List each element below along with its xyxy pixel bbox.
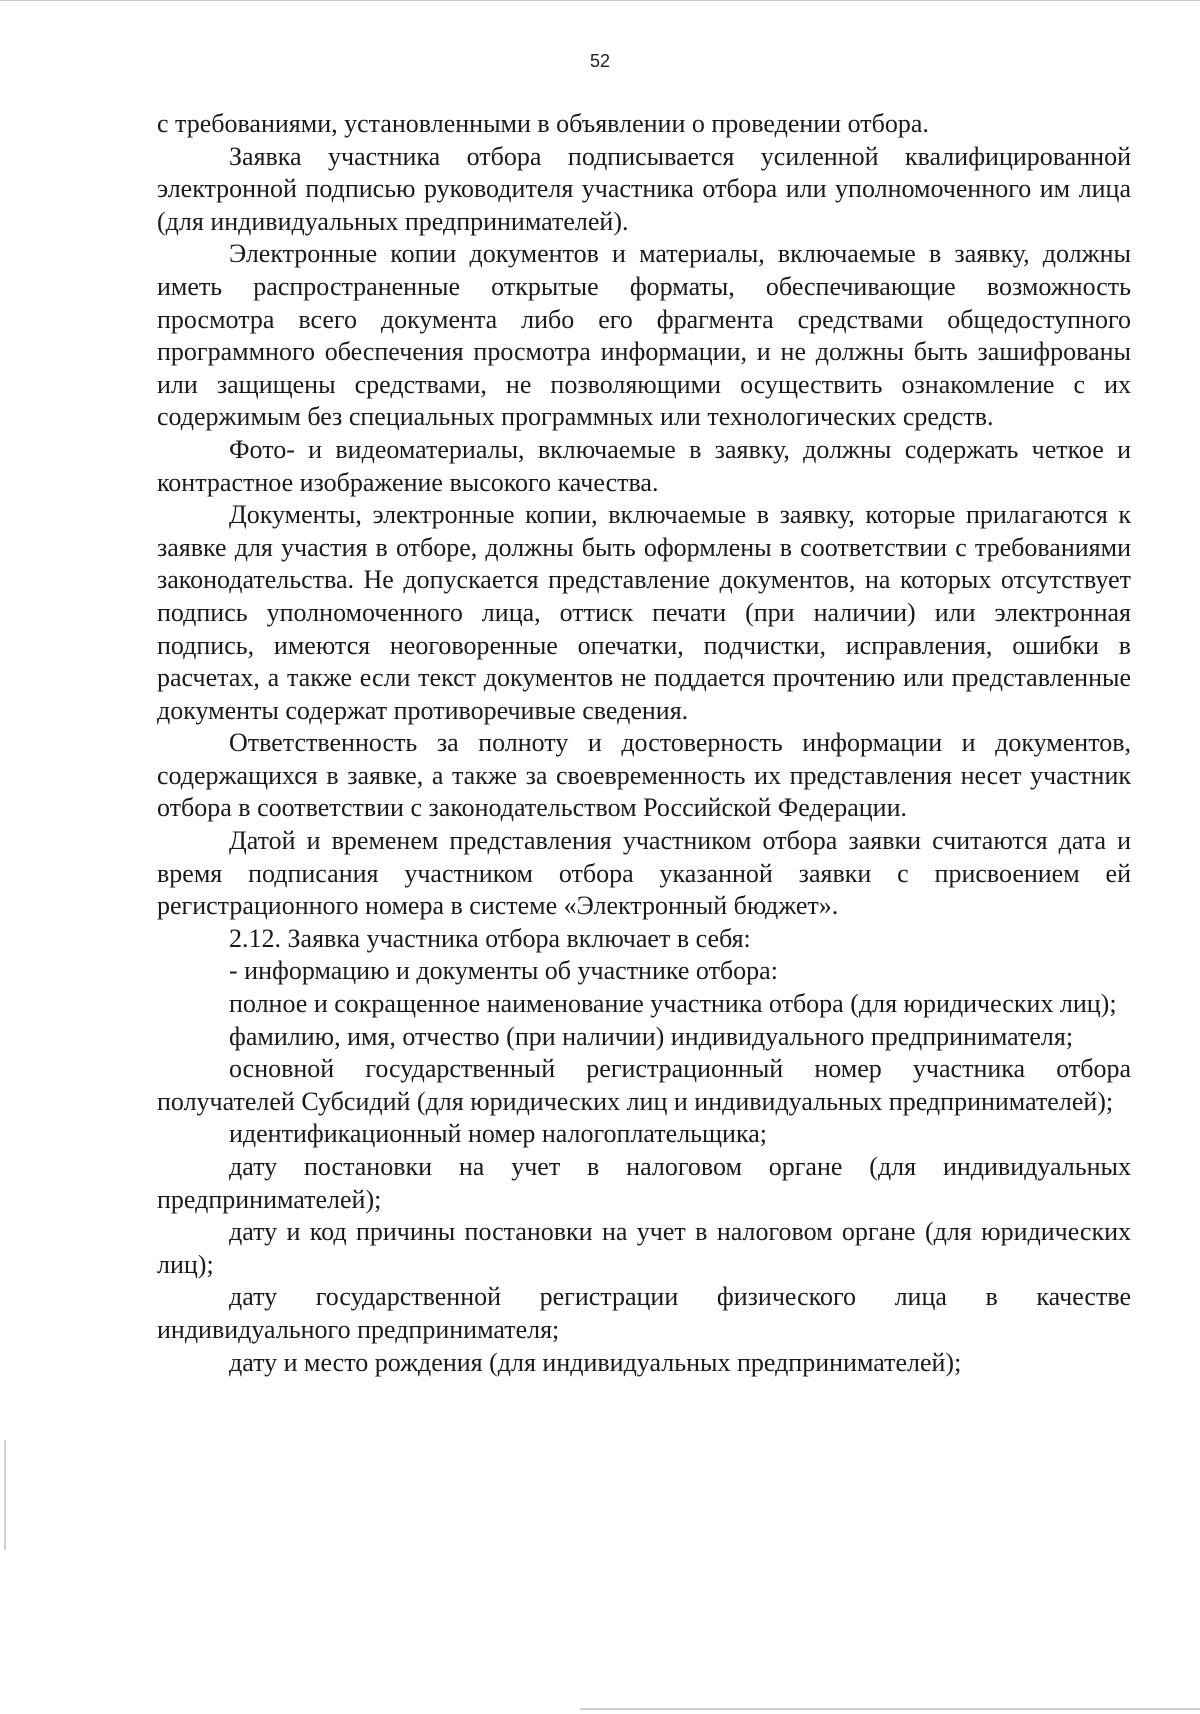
list-item-participant-info: - информацию и документы об участнике отбора: [229,956,778,986]
paragraph-submission-date: Датой и временем представления участником отбора заявки считаются дата и время подписания участником отбора указанной заявки с присвоением ей регистрационного номера в системе «Электронный бюджет». [157,826,1131,921]
scan-left-mark [4,1440,6,1550]
list-item-tax-registration-date: дату постановки на учет в налоговом органе (для индивидуальных предпринимателей); [157,1152,1131,1214]
paragraph-signature: Заявка участника отбора подписывается усиленной квалифицированной электронной подписью руководителя участника отбора или уполномоченного им лица (для индивидуальных предпринимателей). [157,141,1131,236]
document-body [157,108,1131,1379]
list-item-state-registration: дату государственной регистрации физического лица в качестве индивидуального предпринимателя; [157,1282,1131,1344]
paragraph-photo-video: Фото- и видеоматериалы, включаемые в заявку, должны содержать четкое и контрастное изображение высокого качества. [157,434,1131,497]
list-item-kpp: дату и код причины постановки на учет в налоговом органе (для юридических лиц); [157,1217,1131,1279]
list-item-full-name: полное и сокращенное наименование участника отбора (для юридических лиц); [229,989,1117,1019]
scan-top-edge [0,0,1200,1]
paragraph-responsibility: Ответственность за полноту и достоверность информации и документов, содержащихся в заявке, а также за своевременность их представления несет участник отбора в соответствии с законодательством Российской Федерации. [157,728,1131,823]
list-item-ogrn: основной государственный регистрационный номер участника отбора получателей Субсидий (для юридических лиц и индивидуальных предпринимателей); [157,1054,1131,1116]
section-2-12-heading: 2.12. Заявка участника отбора включает в себя: [229,923,751,953]
paragraph-electronic-copies: Электронные копии документов и материалы, включаемые в заявку, должны иметь распространенные открытые форматы, обеспечивающие возможность просмотра всего документа либо его фрагмента средствами общедоступного программного обеспечения просмотра информации, и не должны быть зашифрованы или защищены средствами, не позволяющими осуществить ознакомление с их содержимым без специальных программных или технологических средств. [157,239,1131,432]
page-number: 52 [589,51,611,71]
list-item-fio: фамилию, имя, отчество (при наличии) индивидуального предпринимателя; [229,1021,1074,1051]
paragraph-documents-requirements: Документы, электронные копии, включаемые в заявку, которые прилагаются к заявке для участия в отборе, должны быть оформлены в соответствии с требованиями законодательства. Не допускается представление документов, на которых отсутствует подпись уполномоченного лица, оттиск печати (при наличии) или электронная подпись, имеются неоговоренные опечатки, подчистки, исправления, ошибки в расчетах, а также если текст документов не поддается прочтению или представленные документы содержат противоречивые сведения. [157,500,1131,725]
list-item-birth-date-place: дату и место рождения (для индивидуальных предпринимателей); [229,1347,962,1377]
paragraph-continuation: с требованиями, установленными в объявлении о проведении отбора. [157,109,929,138]
scan-bottom-edge [580,1708,1200,1710]
list-item-inn: идентификационный номер налогоплательщика; [229,1119,767,1149]
